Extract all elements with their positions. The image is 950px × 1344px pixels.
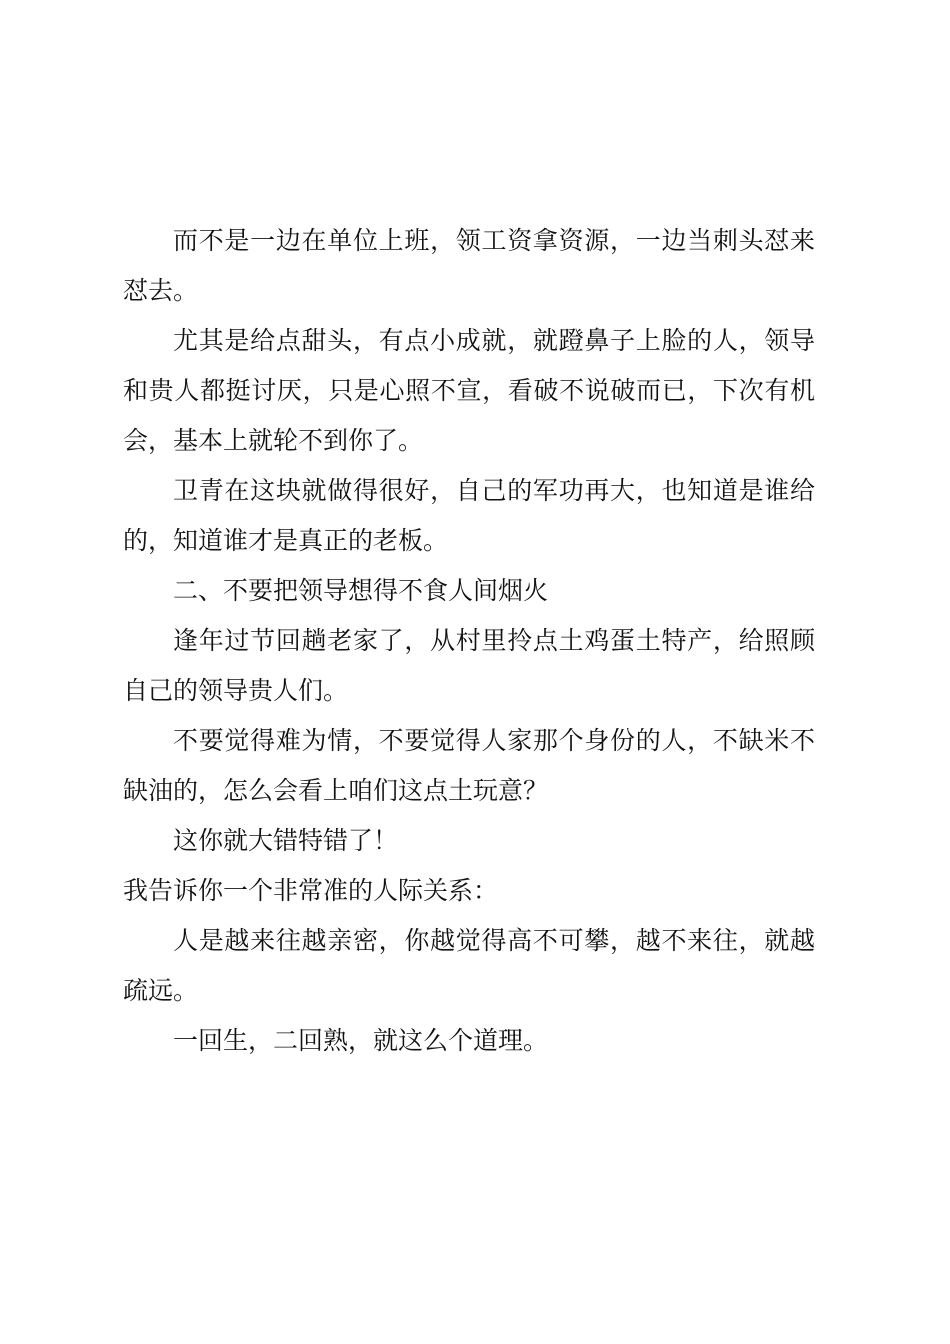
paragraph-7: 这你就大错特错了！ (173, 826, 399, 855)
paragraph-10: 一回生，二回熟，就这么个道理。 (173, 1026, 549, 1055)
section-heading: 二、不要把领导想得不食人间烟火 (173, 576, 549, 605)
document-body (123, 216, 815, 1066)
paragraph-6: 不要觉得难为情，不要觉得人家那个身份的人，不缺米不缺油的，怎么会看上咱们这点土玩意？ (123, 726, 815, 805)
paragraph-2: 尤其是给点甜头，有点小成就，就蹬鼻子上脸的人，领导和贵人都挺讨厌，只是心照不宣，看破不说破而已，下次有机会，基本上就轮不到你了。 (123, 326, 815, 455)
paragraph-9: 人是越来往越亲密，你越觉得高不可攀，越不来往，就越疏远。 (123, 926, 815, 1005)
paragraph-5: 逢年过节回趟老家了，从村里拎点土鸡蛋土特产，给照顾自己的领导贵人们。 (123, 626, 815, 705)
paragraph-8: 我告诉你一个非常准的人际关系： (123, 876, 499, 905)
paragraph-3: 卫青在这块就做得很好，自己的军功再大，也知道是谁给的，知道谁才是真正的老板。 (123, 476, 815, 555)
paragraph-1: 而不是一边在单位上班，领工资拿资源，一边当刺头怼来怼去。 (123, 226, 815, 305)
